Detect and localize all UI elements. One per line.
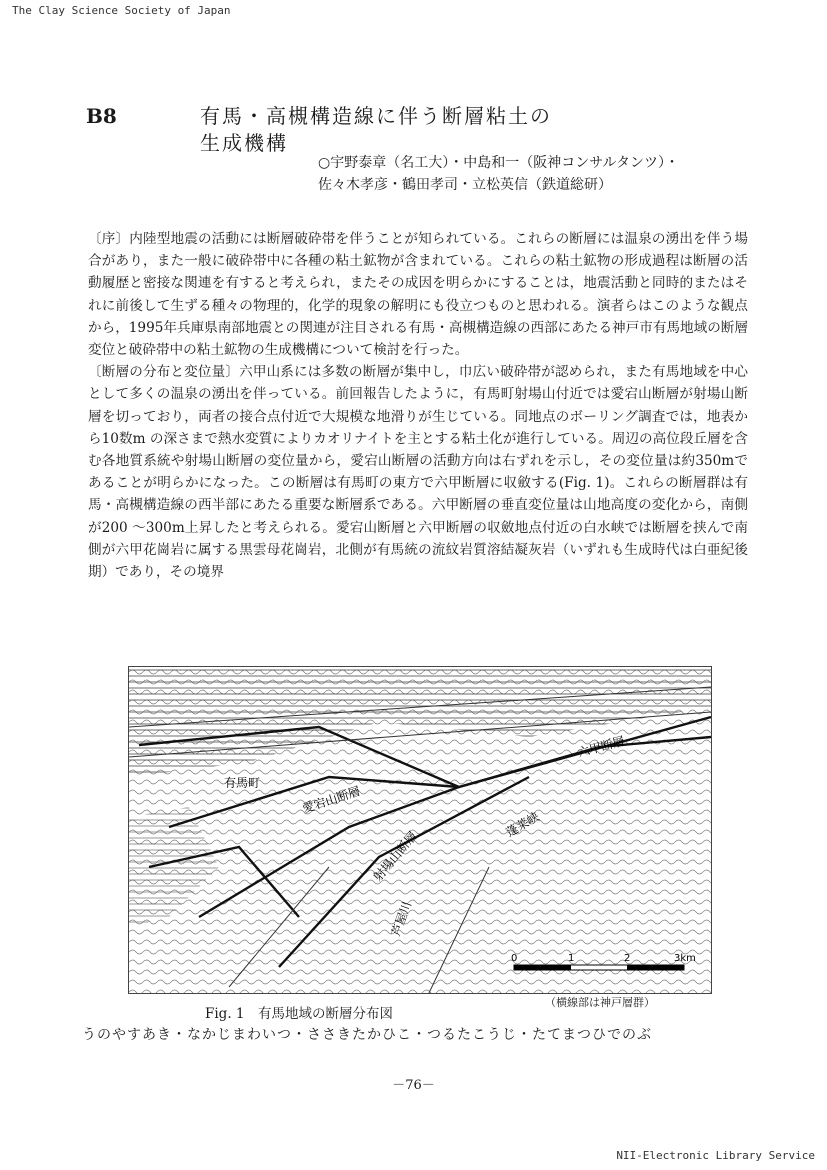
- fault-map-figure: [128, 666, 712, 994]
- scale-label-1: 1: [568, 953, 575, 964]
- paragraph-intro: 〔序〕内陸型地震の活動には断層破砕帯を伴うことが知られている。これらの断層には温泉の湧出を伴う場合があり，また一般に破砕帯中に各種の粘土鉱物が含まれている。これらの粘土鉱物の形成過程は断層の活動履歴と密接な関連を有すると考えられ，またその成因を明らかにすることは，地震活動と同時的またはそれに前後して生ずる種々の物理的，化学的現象の解明にも役立つものと思われる。演者らはこのような観点から，1995年兵庫県南部地震との関連が注目される有馬・高槻構造線の西部にあたる神戸市有馬地域の断層変位と破砕帯中の粘土鉱物の生成機構について検討を行った。: [88, 231, 748, 359]
- paragraph-faults: 〔断層の分布と変位量〕六甲山系には多数の断層が集中し，巾広い破砕帯が認められ，また有馬地域を中心として多くの温泉の湧出を伴っている。前回報告したように，有馬町射場山付近では愛宕山断層が射場山断層を切っており，両者の接合点付近で大規模な地滑りが生じている。同地点のボーリング調査では，地表から10数m の深さまで熱水変質によりカオリナイトを主とする粘土化が進行している。周辺の高位段丘層を含む各地質系統や射場山断層の変位量から，愛宕山断層の活動方向は右ずれを示し，その変位量は約350mであることが明らかになった。この断層は有馬町の東方で六甲断層に収斂する(Fig. 1)。これらの断層群は有馬・高槻構造線の西半部にあたる重要な断層系である。六甲断層の垂直変位量は山地高度の変化から，南側が200 ～300m上昇したと考えられる。愛宕山断層と六甲断層の収斂地点付近の白水峡では断層を挟んで南側が六甲花崗岩に属する黒雲母花崗岩，北側が有馬統の流紋岩質溶結凝灰岩（いずれも生成時代は白亜紀後期）であり，その境界: [88, 364, 748, 581]
- library-service-footer: NII-Electronic Library Service: [616, 1149, 815, 1162]
- figure-caption: Fig. 1 有馬地域の断層分布図: [205, 1006, 393, 1022]
- scale-label-0: 0: [511, 953, 518, 964]
- scale-label-3: 3km: [674, 953, 696, 964]
- map-label-horai: 蓬莱峡: [503, 809, 542, 840]
- page-number: －76－: [392, 1078, 435, 1093]
- title-line-2: 生成機構: [200, 131, 288, 155]
- map-label-arima: 有馬町: [224, 776, 261, 790]
- paper-title: [200, 103, 740, 157]
- body-text: [88, 228, 748, 583]
- fault-map-image: [129, 667, 711, 993]
- authors-line-1: ○宇野泰章（名工大）・中島和一（阪神コンサルタンツ）・: [318, 155, 679, 171]
- society-header: The Clay Science Society of Japan: [12, 4, 231, 17]
- map-label-ashiya: 芦屋川: [388, 899, 415, 939]
- scale-label-2: 2: [624, 953, 631, 964]
- map-label-atagoyama: 愛宕山断層: [300, 783, 363, 816]
- title-line-1: 有馬・高槻構造線に伴う断層粘土の: [200, 104, 552, 128]
- author-romaji: うのやすあき・なかじまわいつ・ささきたかひこ・つるたこうじ・たてまつひでのぶ: [82, 1027, 652, 1043]
- map-label-ibayama: 射場山断層: [370, 828, 420, 884]
- author-list: [318, 152, 798, 196]
- authors-line-2: 佐々木孝彦・鶴田孝司・立松英信（鉄道総研）: [318, 177, 612, 193]
- paper-code: B8: [86, 104, 117, 128]
- map-label-rokko: 六甲断層: [576, 733, 627, 760]
- legend-note: （横線部は神戸層群）: [545, 996, 655, 1009]
